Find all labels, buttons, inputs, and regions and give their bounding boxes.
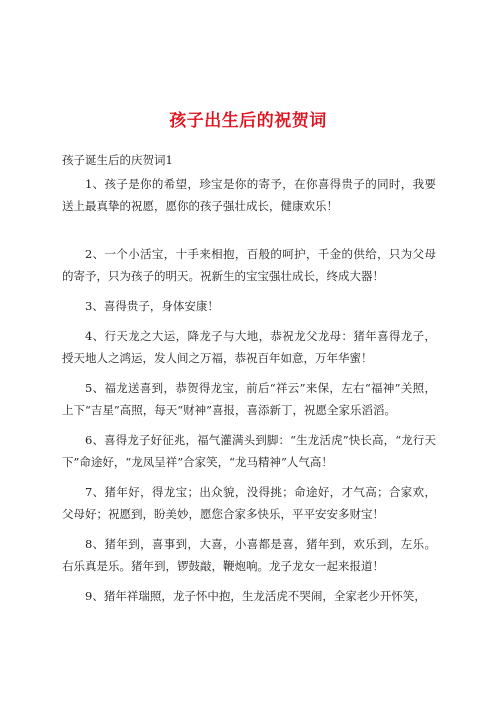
paragraph-2: 2、一个小活宝，十手来相抱，百般的呵护，千金的供给，只为父母的寄予，只为孩子的明天。祝新生的宝宝强壮成长，终成大器！ <box>62 247 436 283</box>
paragraph-6: 6、喜得龙子好征兆，福气灌满头到脚：“生龙活虎”快长高，“龙行天下”命途好，“龙凤呈祥”合家笑，“龙马精神”人气高！ <box>62 433 436 469</box>
paragraph-9: 9、猪年祥瑞照，龙子怀中抱，生龙活虎不哭闹，全家老少开怀笑， <box>85 589 426 603</box>
paragraph-1: 1、孩子是你的希望，珍宝是你的寄予，在你喜得贵子的同时，我要送上最真挚的祝愿，愿你的孩子强壮成长，健康欢乐！ <box>62 177 436 213</box>
section-subtitle: 孩子诞生后的庆贺词1 <box>62 153 173 167</box>
paragraph-7: 7、猪年好，得龙宝；出众貌，没得挑；命途好，才气高；合家欢，父母好；祝愿到，盼美妙，愿您合家多快乐，平平安安多财宝！ <box>62 485 436 521</box>
paragraph-4: 4、行天龙之大运，降龙子与大地，恭祝龙父龙母：猪年喜得龙子，授天地人之鸿运，发人间之万福，恭祝百年如意，万年华蜜！ <box>62 329 436 365</box>
paragraph-8: 8、猪年到，喜事到，大喜，小喜都是喜，猪年到，欢乐到，左乐。右乐真是乐。猪年到，锣鼓敲，鞭炮响。龙子龙女一起来报道！ <box>62 537 436 573</box>
document-body <box>62 173 436 615</box>
page-title: 孩子出生后的祝贺词 <box>169 111 327 131</box>
paragraph-5: 5、福龙送喜到，恭贺得龙宝，前后“祥云”来保，左右“福神”关照，上下“吉星”高照，每天“财神”喜报，喜添新丁，祝愿全家乐滔滔。 <box>62 381 436 417</box>
paragraph-3: 3、喜得贵子，身体安康！ <box>85 299 219 313</box>
